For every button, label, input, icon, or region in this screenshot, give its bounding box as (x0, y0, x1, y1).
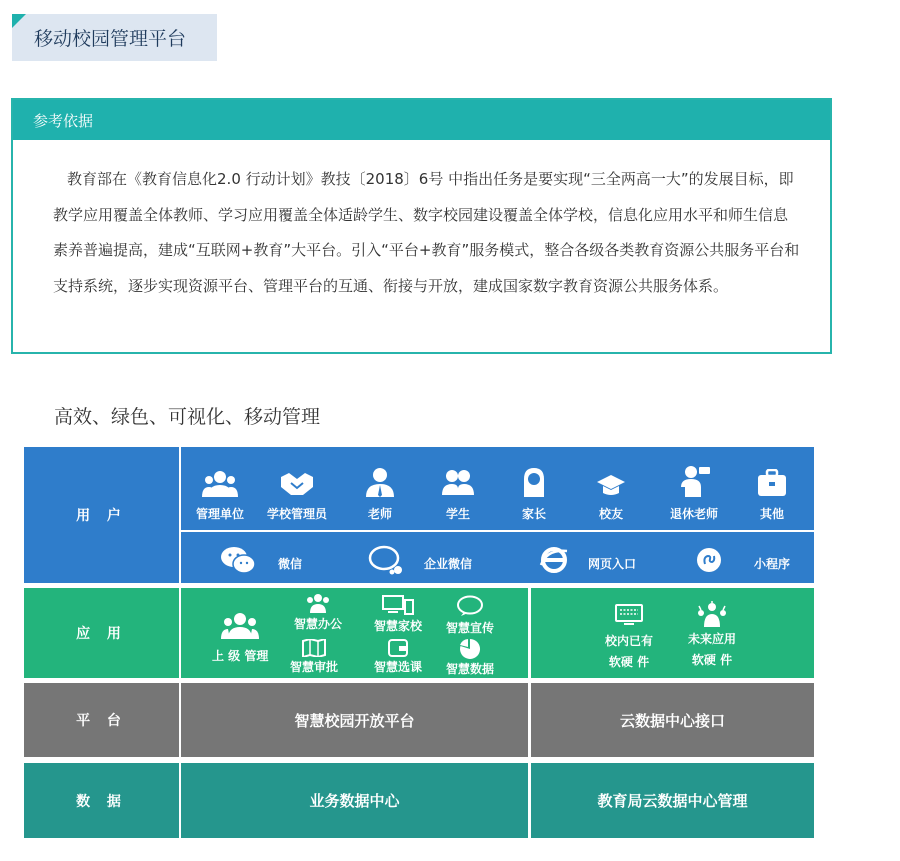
upper-mgmt-label: 上 级 管理 (212, 649, 269, 663)
basis-text: 教育部在《教育信息化2.0 行动计划》教技〔2018〕6号 中指出任务是要实现“三全两高一大”的发展目标，即教学应用覆盖全体教师、学习应用覆盖全体适龄学生、数字校园建设覆盖全体学校，信息化应用水平和师生信息素养普遍提高，建成“互联网+教育”大平台。引入“平台+教育”服务模式，整合各级各类教育资源公共服务平台和支持系统，逐步实现资源平台、管理平台的互通、衔接与开放，建成国家数字教育资源公共服务体系。 (53, 170, 800, 295)
wallet-icon (388, 639, 408, 657)
page-title-tab (12, 14, 217, 61)
channel-wework-label-wrap (424, 555, 472, 572)
school-existing-line2: 软硬 件 (608, 655, 650, 669)
users-row-label: 用 户 (24, 447, 179, 583)
school-existing-line1: 校内已有 (605, 634, 654, 648)
smart-approval (290, 639, 338, 675)
future-line2: 软硬 件 (691, 653, 733, 667)
role-alumni (571, 473, 651, 522)
channel-label: 小程序 (754, 557, 791, 571)
smart-publicity (446, 595, 494, 636)
upper-mgmt (212, 611, 268, 664)
apps-software-panel (531, 588, 814, 678)
smart-item-label: 智慧宣传 (446, 621, 495, 635)
role-label: 退休老师 (669, 507, 718, 521)
pie-chart-icon (459, 639, 481, 659)
channel-label: 微信 (278, 557, 303, 571)
smart-item-label: 智慧家校 (374, 619, 423, 633)
subtitle: 高效、绿色、可视化、移动管理 (54, 406, 321, 428)
apps-row-label: 应 用 (24, 588, 179, 678)
corner-accent (12, 14, 26, 28)
role-parent (494, 467, 574, 522)
devices-icon (382, 595, 414, 615)
team-icon (305, 593, 331, 613)
wechat-icon (220, 545, 256, 575)
smart-home-school (374, 595, 422, 634)
basis-panel (11, 98, 832, 354)
channel-label: 网页入口 (588, 557, 637, 571)
briefcase-icon (757, 469, 787, 497)
role-label: 家长 (521, 507, 546, 521)
monitor-icon (615, 604, 643, 626)
data-right: 教育局云数据中心管理 (531, 763, 814, 838)
channel-label: 企业微信 (424, 557, 473, 571)
wework-icon (368, 545, 406, 577)
role-other (732, 469, 812, 522)
channel-wechat-label-wrap (278, 555, 302, 572)
future-software (688, 601, 736, 668)
map-document-icon (302, 639, 326, 657)
channel-wechat (220, 545, 256, 575)
network-team-icon (696, 601, 728, 627)
page-title: 移动校园管理平台 (34, 28, 187, 50)
channel-miniprogram-label-wrap (754, 555, 790, 572)
smart-course-select (374, 639, 422, 675)
basis-header: 参考依据 (13, 100, 830, 140)
architecture-diagram (24, 447, 814, 838)
lecturer-icon (677, 465, 711, 497)
role-label: 老师 (367, 507, 392, 521)
smart-office (294, 593, 342, 632)
miniprogram-icon (696, 547, 722, 573)
future-line1: 未来应用 (688, 632, 737, 646)
role-label: 学生 (445, 507, 470, 521)
handshake-icon (279, 469, 315, 497)
role-teacher (340, 467, 420, 522)
student-icon (441, 467, 475, 497)
platform-row-label: 平 台 (24, 683, 179, 757)
data-left: 业务数据中心 (181, 763, 528, 838)
smart-item-label: 智慧审批 (290, 660, 339, 674)
role-retired-teacher (654, 465, 734, 522)
platform-right: 云数据中心接口 (531, 683, 814, 757)
smart-item-label: 智慧选课 (374, 660, 423, 674)
browser-ie-icon (539, 545, 569, 575)
data-row-label: 数 据 (24, 763, 179, 838)
smart-item-label: 智慧办公 (294, 617, 343, 631)
role-school-admin (257, 469, 337, 522)
smart-data (446, 639, 494, 677)
role-label: 校友 (598, 507, 623, 521)
smart-item-label: 智慧数据 (446, 662, 495, 676)
role-student (418, 467, 498, 522)
role-label: 其他 (759, 507, 784, 521)
platform-left: 智慧校园开放平台 (181, 683, 528, 757)
parent-icon (519, 467, 549, 497)
channel-web (539, 545, 569, 575)
channel-miniprogram (696, 547, 722, 573)
role-label: 学校管理员 (266, 507, 327, 521)
group-icon (202, 469, 238, 497)
teacher-icon (363, 467, 397, 497)
management-group-icon (220, 611, 260, 639)
graduation-cap-icon (596, 473, 626, 497)
role-admin-unit (180, 469, 260, 522)
basis-body (13, 140, 830, 304)
channel-wework (368, 545, 406, 577)
channel-web-label-wrap (588, 555, 636, 572)
school-existing-software (605, 604, 653, 670)
speech-bubble-icon (456, 595, 484, 617)
role-label: 管理单位 (195, 507, 244, 521)
